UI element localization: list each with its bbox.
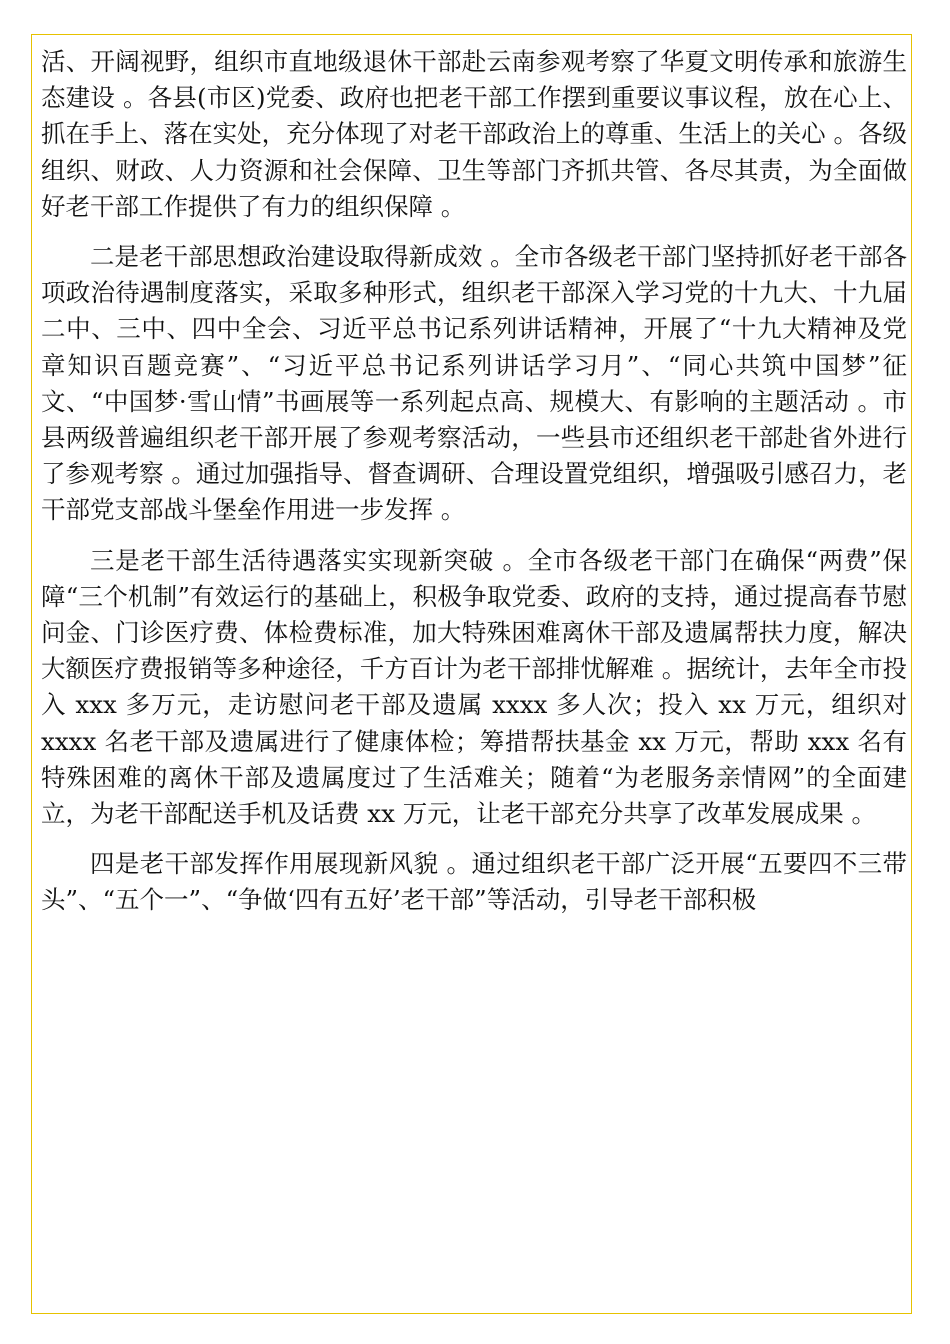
paragraph-continuation: 活、开阔视野，组织市直地级退休干部赴云南参观考察了华夏文明传承和旅游生态建设 。各县(市区)党委、政府也把老干部工作摆到重要议事议程，放在心上、抓在手上、落在实处，充分体现了对老干部政治上的尊重、生活上的关心 。各级组织、财政、人力资源和社会保障、卫生等部门齐抓共管、各尽其责，为全面做好老干部工作提供了有力的组织保障 。: [41, 47, 907, 221]
document-body: [41, 44, 907, 919]
paragraph-living-benefits: 三是老干部生活待遇落实实现新突破 。全市各级老干部门在确保“两费”保障“三个机制”有效运行的基础上，积极争取党委、政府的支持，通过提高春节慰问金、门诊医疗费、体检费标准，加大特殊困难离休干部及遗属帮扶力度，解决大额医疗费报销等多种途径，千方百计为老干部排忧解难 。据统计，去年全市投入 xxx 多万元，走访慰问老干部及遗属 xxxx 多人次；投入 xx 万元，组织对 xxxx 名老干部及遗属进行了健康体检；筹措帮扶基金 xx 万元，帮助 xxx 名有特殊困难的离休干部及遗属度过了生活难关；随着“为老服务亲情网”的全面建立，为老干部配送手机及话费 xx 万元，让老干部充分共享了改革发展成果 。: [41, 545, 907, 829]
paragraph-political-building: 二是老干部思想政治建设取得新成效 。全市各级老干部门坚持抓好老干部各项政治待遇制度落实，采取多种形式，组织老干部深入学习党的十九大、十九届二中、三中、四中全会、习近平总书记系列讲话精神，开展了“十九大精神及党章知识百题竞赛”、“习近平总书记系列讲话学习月”、“同心共筑中国梦”征文、“中国梦·雪山情”书画展等一系列起点高、规模大、有影响的主题活动 。市县两级普遍组织老干部开展了参观考察活动，一些县市还组织老干部赴省外进行了参观考察 。通过加强指导、督查调研、合理设置党组织，增强吸引感召力，老干部党支部战斗堡垒作用进一步发挥 。: [41, 242, 907, 525]
paragraph-role-playing: 四是老干部发挥作用展现新风貌 。通过组织老干部广泛开展“五要四不三带头”、“五个一”、“争做‘四有五好’老干部”等活动，引导老干部积极: [41, 849, 907, 915]
